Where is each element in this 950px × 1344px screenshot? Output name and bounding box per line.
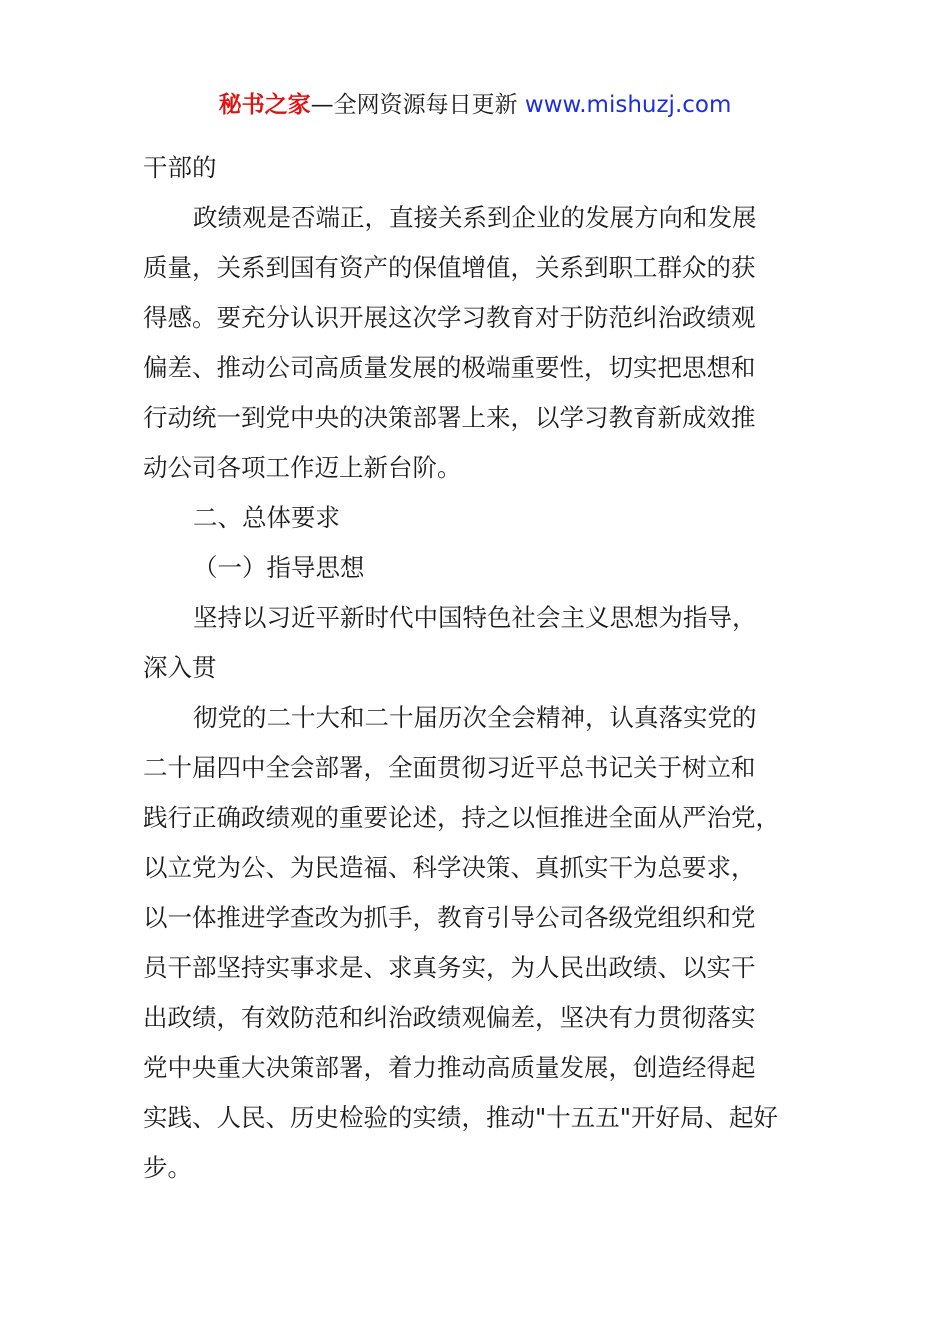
text-line: 深入贯: [143, 653, 217, 682]
text-line: 行动统一到党中央的决策部署上来，以学习教育新成效推: [143, 403, 756, 432]
text-line: 员干部坚持实事求是、求真务实，为人民出政绩、以实干: [143, 953, 756, 982]
subsection-heading: （一）指导思想: [193, 553, 365, 582]
text-line: 彻党的二十大和二十届历次全会精神，认真落实党的: [193, 703, 757, 732]
text-line: 步。: [143, 1153, 192, 1182]
text-line: 坚持以习近平新时代中国特色社会主义思想为指导，: [193, 603, 757, 632]
website-link[interactable]: www.mishuzj.com: [524, 92, 732, 118]
text-line: 二十届四中全会部署，全面贯彻习近平总书记关于树立和: [143, 753, 756, 782]
text-line: 得感。要充分认识开展这次学习教育对于防范纠治政绩观: [143, 303, 756, 332]
text-line: 质量，关系到国有资产的保值增值，关系到职工群众的获: [143, 253, 756, 282]
text-line: 偏差、推动公司高质量发展的极端重要性，切实把思想和: [143, 353, 756, 382]
header-tagline: —全网资源每日更新: [310, 92, 525, 118]
text-line: 实践、人民、历史检验的实绩，推动"十五五"开好局、起好: [143, 1103, 779, 1132]
text-line: 干部的: [143, 153, 217, 182]
text-line: 政绩观是否端正，直接关系到企业的发展方向和发展: [193, 203, 757, 232]
text-line: 以立党为公、为民造福、科学决策、真抓实干为总要求，: [143, 853, 756, 882]
text-line: 动公司各项工作迈上新台阶。: [143, 453, 462, 482]
text-line: 党中央重大决策部署，着力推动高质量发展，创造经得起: [143, 1053, 756, 1082]
text-line: 出政绩，有效防范和纠治政绩观偏差，坚决有力贯彻落实: [143, 1003, 756, 1032]
brand-name: 秘书之家: [218, 92, 311, 118]
section-heading: 二、总体要求: [193, 503, 340, 532]
text-line: 以一体推进学查改为抓手，教育引导公司各级党组织和党: [143, 903, 756, 932]
document-body: [143, 143, 843, 1193]
text-line: 践行正确政绩观的重要论述，持之以恒推进全面从严治党，: [143, 803, 780, 832]
page-header: [0, 88, 950, 122]
